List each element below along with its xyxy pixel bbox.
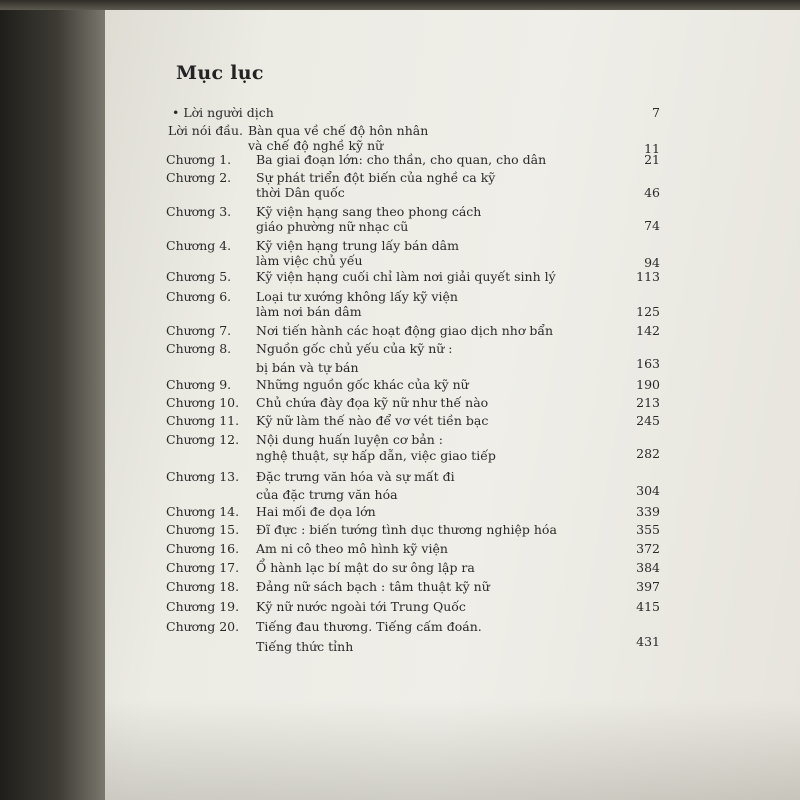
toc-entry-text: Am ni cô theo mô hình kỹ viện [256, 541, 448, 556]
toc-entry-text: Đặc trưng văn hóa và sự mất đi [256, 469, 455, 484]
toc-entry-text: của đặc trưng văn hóa [256, 487, 398, 502]
toc-entry-label: Chương 2. [166, 170, 232, 185]
toc-entry-label: Chương 5. [166, 269, 232, 284]
toc-entry-label: Lời nói đầu. [168, 123, 244, 138]
toc-entry-page: 397 [636, 579, 660, 594]
toc-entry-page: 384 [636, 560, 660, 575]
toc-entry-text: Nơi tiến hành các hoạt động giao dịch nhơ bẩn [256, 323, 554, 338]
toc-entry-page: 125 [636, 304, 660, 319]
toc-entry-text: Ổ hành lạc bí mật do sư ông lập ra [256, 560, 475, 575]
toc-entry-label: Chương 14. [166, 504, 240, 519]
toc-entry-text: Hai mối đe dọa lớn [256, 504, 376, 519]
toc-entry-text: Bàn qua về chế độ hôn nhân [248, 123, 429, 138]
toc-entry-label: Chương 7. [166, 323, 232, 338]
toc-entry-text: bị bán và tự bán [256, 360, 359, 375]
toc-entry-page: 304 [636, 483, 660, 498]
toc-entry-label: Chương 18. [166, 579, 240, 594]
toc-entry-label: Chương 13. [166, 469, 240, 484]
toc-entry-page: 163 [636, 356, 660, 371]
toc-entry-text: Những nguồn gốc khác của kỹ nữ [256, 377, 469, 392]
toc-entry-text: Đĩ đực : biến tướng tình dục thương nghiệp hóa [256, 522, 557, 537]
toc-entry-text: Kỹ viện hạng cuối chỉ làm nơi giải quyết sinh lý [256, 269, 556, 284]
toc-entry-text: Chủ chứa đày đọa kỹ nữ như thế nào [256, 395, 489, 410]
toc-entry-text: Loại tư xướng không lấy kỹ viện [256, 289, 458, 304]
toc-entry-label: Chương 16. [166, 541, 240, 556]
toc-entry-text: Kỹ nữ nước ngoài tới Trung Quốc [256, 599, 466, 614]
toc-entry-page: 415 [636, 599, 660, 614]
toc-entry-label: Chương 8. [166, 341, 232, 356]
toc-entry-label: Chương 3. [166, 204, 232, 219]
toc-entry-text: Kỹ nữ làm thế nào để vơ vét tiền bạc [256, 413, 489, 428]
toc-entry-label: Chương 4. [166, 238, 232, 253]
page-title: Mục lục [176, 62, 264, 84]
toc-entry-label: Chương 1. [166, 152, 232, 167]
toc-entry-page: 46 [644, 185, 660, 200]
toc-entry-text: làm việc chủ yếu [256, 253, 363, 268]
toc-entry-text: Nội dung huấn luyện cơ bản : [256, 432, 444, 447]
toc-entry-text: Tiếng đau thương. Tiếng cấm đoán. [256, 619, 482, 634]
toc-entry [0, 289, 800, 319]
toc-entry-page: 142 [636, 323, 660, 338]
toc-entry-page: 190 [636, 377, 660, 392]
toc-entry-text: giáo phường nữ nhạc cũ [256, 219, 409, 234]
toc-entry-label: Chương 12. [166, 432, 240, 447]
toc-entry [0, 432, 800, 463]
toc-entry [0, 123, 800, 156]
toc-entry-label: Chương 20. [166, 619, 240, 634]
toc-entry-page: 113 [636, 269, 660, 284]
toc-entry [0, 619, 800, 654]
toc-entry-page: 339 [636, 504, 660, 519]
toc-entry-page: 7 [652, 105, 660, 120]
toc-entry-label: • Lời người dịch [172, 105, 274, 120]
toc-entry-text: thời Dân quốc [256, 185, 345, 200]
toc-entry-label: Chương 17. [166, 560, 240, 575]
toc-entry-page: 245 [636, 413, 660, 428]
toc-entry [0, 238, 800, 270]
toc-entry-text: Sự phát triển đột biến của nghề ca kỹ [256, 170, 496, 185]
toc-entry-page: 355 [636, 522, 660, 537]
toc-entry-label: Chương 15. [166, 522, 240, 537]
toc-entry-text: Tiếng thức tỉnh [256, 639, 354, 654]
toc-entry [0, 469, 800, 502]
toc-entry-page: 21 [644, 152, 660, 167]
toc-entry-text: nghệ thuật, sự hấp dẫn, việc giao tiếp [256, 448, 496, 463]
toc-entry-text: Ba giai đoạn lớn: cho thần, cho quan, cho dân [256, 152, 547, 167]
toc-entry-label: Chương 19. [166, 599, 240, 614]
toc-entry-page: 74 [644, 218, 660, 233]
toc-entry-page: 372 [636, 541, 660, 556]
toc-entry-text: và chế độ nghề kỹ nữ [248, 138, 384, 153]
toc-entry-page: 94 [644, 255, 660, 270]
toc-entry-label: Chương 9. [166, 377, 232, 392]
toc-entry [0, 204, 800, 234]
toc-entry [0, 170, 800, 200]
toc-entry [0, 341, 800, 375]
toc-entry-page: 431 [636, 634, 660, 649]
toc-entry-text: Kỹ viện hạng trung lấy bán dâm [256, 238, 459, 253]
toc-entry-page: 11 [644, 141, 660, 156]
toc-entry-page: 282 [636, 446, 660, 461]
toc-entry-text: Kỹ viện hạng sang theo phong cách [256, 204, 482, 219]
toc-entry-page: 213 [636, 395, 660, 410]
toc-entry-label: Chương 10. [166, 395, 240, 410]
toc-entry-text: làm nơi bán dâm [256, 304, 362, 319]
toc-entry-label: Chương 6. [166, 289, 232, 304]
toc-entry-text: Nguồn gốc chủ yếu của kỹ nữ : [256, 341, 453, 356]
toc-entry-text: Đảng nữ sách bạch : tâm thuật kỹ nữ [256, 579, 490, 594]
toc-entry-label: Chương 11. [166, 413, 240, 428]
